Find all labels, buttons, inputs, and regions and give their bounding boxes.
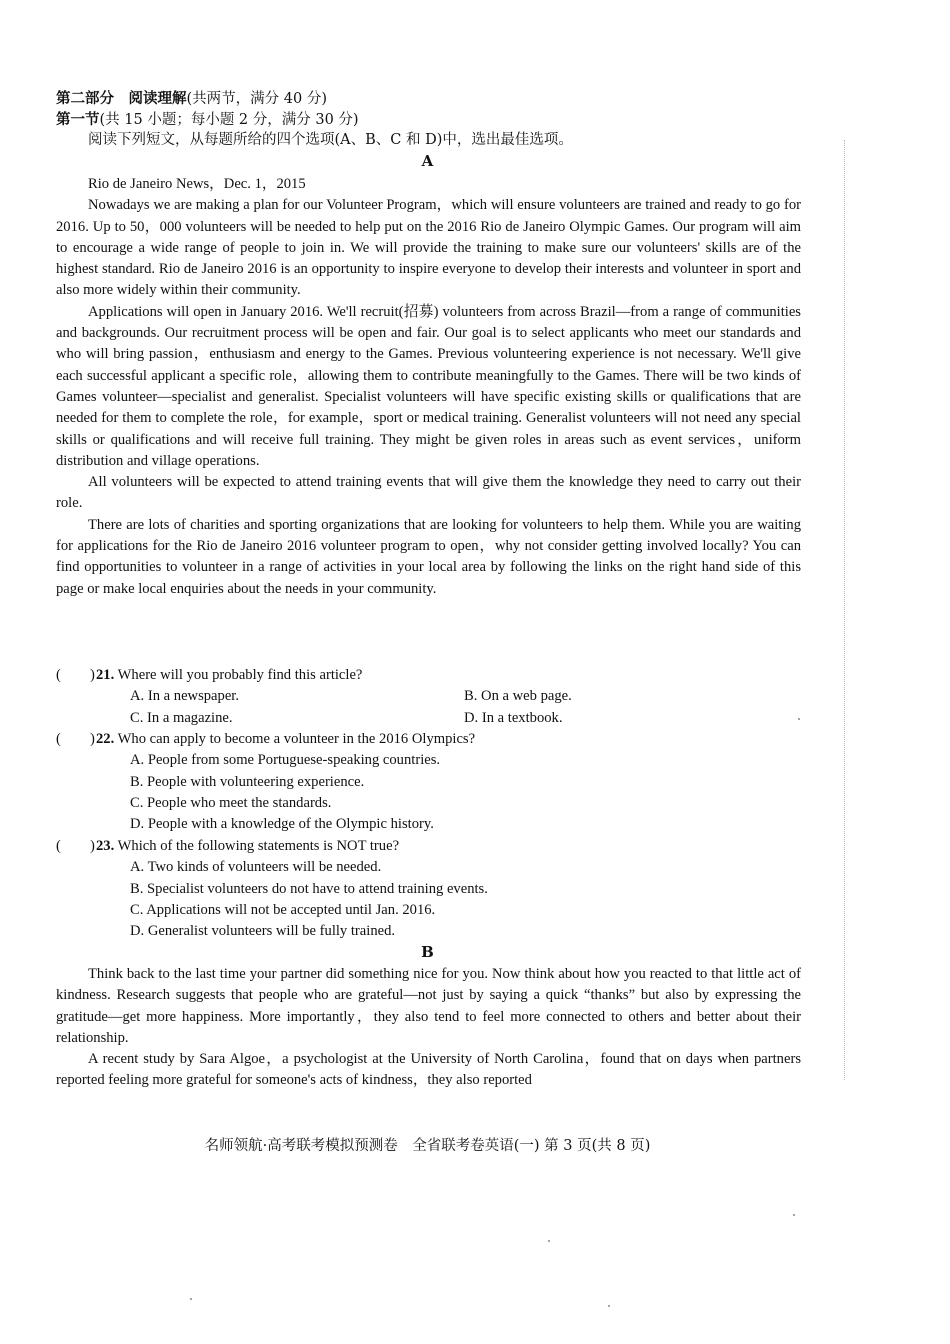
question-23 <box>56 836 816 942</box>
question-number: 21. <box>96 667 115 683</box>
option-d: D. People with a knowledge of the Olympic history. <box>130 816 434 833</box>
section-title: 第一节 <box>56 111 100 128</box>
binding-margin-line <box>844 140 845 1080</box>
answer-blank[interactable]: ( ) <box>56 731 95 747</box>
passage-a-dateline: Rio de Janeiro News，Dec. 1，2015 <box>88 176 306 192</box>
question-21 <box>56 665 816 729</box>
part-title: 第二部分 阅读理解 <box>56 90 187 107</box>
passage-a-paragraph-1: Nowadays we are making a plan for our Volunteer Program，which will ensure volunteers are trained and ready to go for 2016. Up to 50，000 volunteers will be needed to help put on the 2016 Rio de Janeiro Olympic Games. Our program will aim to encourage a wide range of people to join in. We will provide the training to make sure our volunteers' skills are of the highest standard. Rio de Janeiro 2016 is an opportunity to inspire everyone to develop their interests and volunteer in sport and also more widely within their community. <box>56 197 801 299</box>
scan-speck <box>548 1240 550 1242</box>
question-number: 23. <box>96 838 115 854</box>
option-b: B. Specialist volunteers do not have to attend training events. <box>130 880 488 897</box>
option-b: B. People with volunteering experience. <box>130 773 365 790</box>
passage-a-paragraph-2: Applications will open in January 2016. We'll recruit(招募) volunteers from across Brazil—from a range of communities and backgrounds. Our recruitment process will be open and fair. Our goal is to select applicants who meet our standards and who will bring passion，enthusiasm and energy to the Games. Previous volunteering experience is not necessary. We'll give each successful applicant a specific role，allowing them to contribute meaningfully to the Games. There will be two kinds of Games volunteer—specialist and generalist. Specialist volunteers will have specific existing skills or qualifications that are needed for them to complete the role，for example，sport or medical training. Generalist volunteers will not need any special skills or qualifications and will receive full training. They might be given roles in areas such as event services，uniform distribution and village operations. <box>56 303 801 469</box>
question-stem: Where will you probably find this article? <box>117 667 363 683</box>
passage-a <box>56 174 801 600</box>
passage-a-label: A <box>421 152 434 170</box>
passage-b <box>56 964 801 1092</box>
answer-blank[interactable]: ( ) <box>56 667 95 683</box>
option-c: C. Applications will not be accepted until Jan. 2016. <box>130 901 436 918</box>
passage-a-paragraph-3: All volunteers will be expected to attend training events that will give them the knowledge they need to carry out their role. <box>56 474 801 512</box>
scan-speck <box>798 718 800 720</box>
question-number: 22. <box>96 731 115 747</box>
page-footer: 名师领航·高考联考模拟预测卷 全省联考卷英语(一) 第 3 页(共 8 页) <box>204 1138 651 1154</box>
question-22 <box>56 729 816 835</box>
option-a: A. People from some Portuguese-speaking countries. <box>130 752 441 769</box>
scan-speck <box>793 1214 795 1216</box>
option-d: D. Generalist volunteers will be fully trained. <box>130 923 396 940</box>
option-a: A. Two kinds of volunteers will be needed. <box>130 859 382 876</box>
question-stem: Which of the following statements is NOT true? <box>117 838 400 854</box>
answer-blank[interactable]: ( ) <box>56 838 95 854</box>
passage-b-label: B <box>421 943 434 961</box>
scan-speck <box>608 1305 610 1307</box>
instruction: 阅读下列短文，从每题所给的四个选项(A、B、C 和 D)中，选出最佳选项。 <box>88 132 573 148</box>
scan-speck <box>190 1298 192 1300</box>
section-heading <box>56 109 359 131</box>
part-note: (共两节，满分 40 分) <box>186 91 327 107</box>
part-heading <box>56 88 327 110</box>
option-d: D. In a textbook. <box>464 709 563 726</box>
option-a: A. In a newspaper. <box>130 688 240 705</box>
passage-b-paragraph-1: Think back to the last time your partner did something nice for you. Now think about how you reacted to that little act of kindness. Research suggests that people who are grateful—not just by saying a quick “thanks” but also by expressing the gratitude—get more happiness. More importantly，they also tend to feel more connected to others and better about their relationship. <box>56 966 801 1046</box>
option-c: C. People who meet the standards. <box>130 794 332 811</box>
question-stem: Who can apply to become a volunteer in the 2016 Olympics? <box>117 731 476 747</box>
section-note: (共 15 小题；每小题 2 分，满分 30 分) <box>99 112 359 128</box>
option-b: B. On a web page. <box>464 688 572 705</box>
passage-b-paragraph-2: A recent study by Sara Algoe，a psychologist at the University of North Carolina，found that on days when partners reported feeling more grateful for someone's acts of kindness，they also reported <box>56 1051 801 1089</box>
passage-a-paragraph-4: There are lots of charities and sporting organizations that are looking for volunteers to help them. While you are waiting for applications for the Rio de Janeiro 2016 volunteer program to open，why not consider getting involved locally? You can find opportunities to volunteer in a range of activities in your local area by following the links on the right hand side of this page or make local enquiries about the needs in your community. <box>56 516 801 597</box>
option-c: C. In a magazine. <box>130 709 233 726</box>
